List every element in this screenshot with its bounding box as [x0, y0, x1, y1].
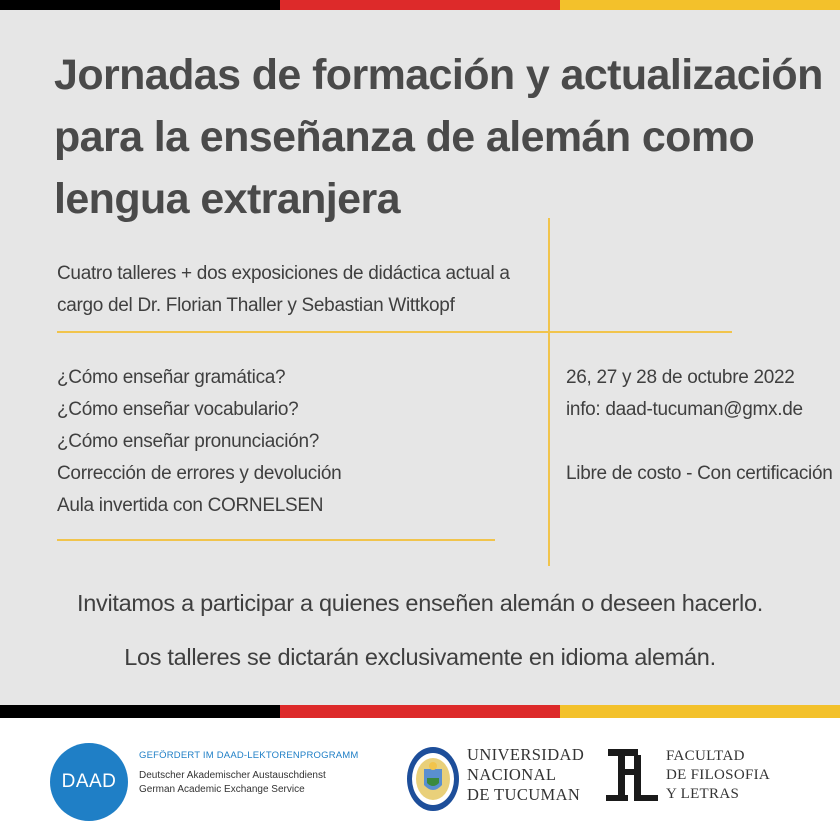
event-cost: Libre de costo - Con certificación [566, 463, 833, 484]
title-line-3: lengua extranjera [54, 175, 400, 223]
info-spacer [566, 426, 836, 458]
daad-logo [50, 743, 128, 821]
ffyl-line-1: FACULTAD [666, 748, 745, 764]
topic-item: ¿Cómo enseñar pronunciación? [57, 431, 319, 452]
daad-name-en: German Academic Exchange Service [139, 784, 305, 795]
title-line-1: Jornadas de formación y actualización [54, 51, 823, 99]
daad-spacer [139, 761, 399, 769]
event-contact: info: daad-tucuman@gmx.de [566, 399, 803, 420]
ffyl-logo-icon [604, 745, 662, 807]
event-dates: 26, 27 y 28 de octubre 2022 [566, 367, 795, 388]
bottom-flag-stripe [0, 705, 840, 718]
unt-seal-icon [405, 745, 461, 813]
invitation-line-2: Los talleres se dictarán exclusivamente en idioma alemán. [124, 644, 716, 670]
flag-black [0, 705, 280, 718]
ffyl-line-2: DE FILOSOFIA [666, 767, 771, 783]
top-flag-stripe [0, 0, 840, 10]
event-title [54, 44, 823, 230]
unt-line-3: DE TUCUMAN [467, 785, 581, 804]
event-info [566, 362, 836, 490]
topic-item: ¿Cómo enseñar gramática? [57, 367, 286, 388]
horizontal-divider-bottom [57, 539, 495, 541]
unt-line-1: UNIVERSIDAD [467, 745, 585, 764]
daad-logo-text: DAAD [61, 771, 117, 792]
topic-item: Corrección de errores y devolución [57, 463, 342, 484]
unt-line-2: NACIONAL [467, 765, 557, 784]
ffyl-name [666, 747, 836, 804]
daad-info [139, 750, 399, 797]
vertical-divider [548, 218, 550, 566]
daad-name-de: Deutscher Akademischer Austauschdienst [139, 770, 326, 781]
unt-name [467, 745, 607, 805]
workshop-topics [57, 362, 527, 522]
title-line-2: para la enseñanza de alemán como [54, 113, 755, 161]
ffyl-line-3: Y LETRAS [666, 786, 740, 802]
invitation-line-1: Invitamos a participar a quienes enseñen alemán o deseen hacerlo. [77, 590, 763, 616]
topic-item: ¿Cómo enseñar vocabulario? [57, 399, 299, 420]
flag-red [280, 705, 560, 718]
event-subtitle [57, 258, 537, 322]
subtitle-line-2: cargo del Dr. Florian Thaller y Sebastian Wittkopf [57, 295, 455, 316]
flag-black [0, 0, 280, 10]
flag-gold [560, 705, 840, 718]
flag-red [280, 0, 560, 10]
topic-item: Aula invertida con CORNELSEN [57, 495, 324, 516]
flag-gold [560, 0, 840, 10]
subtitle-line-1: Cuatro talleres + dos exposiciones de didáctica actual a [57, 263, 510, 284]
horizontal-divider-top [57, 331, 732, 333]
daad-program: GEFÖRDERT IM DAAD-LEKTORENPROGRAMM [139, 750, 359, 761]
